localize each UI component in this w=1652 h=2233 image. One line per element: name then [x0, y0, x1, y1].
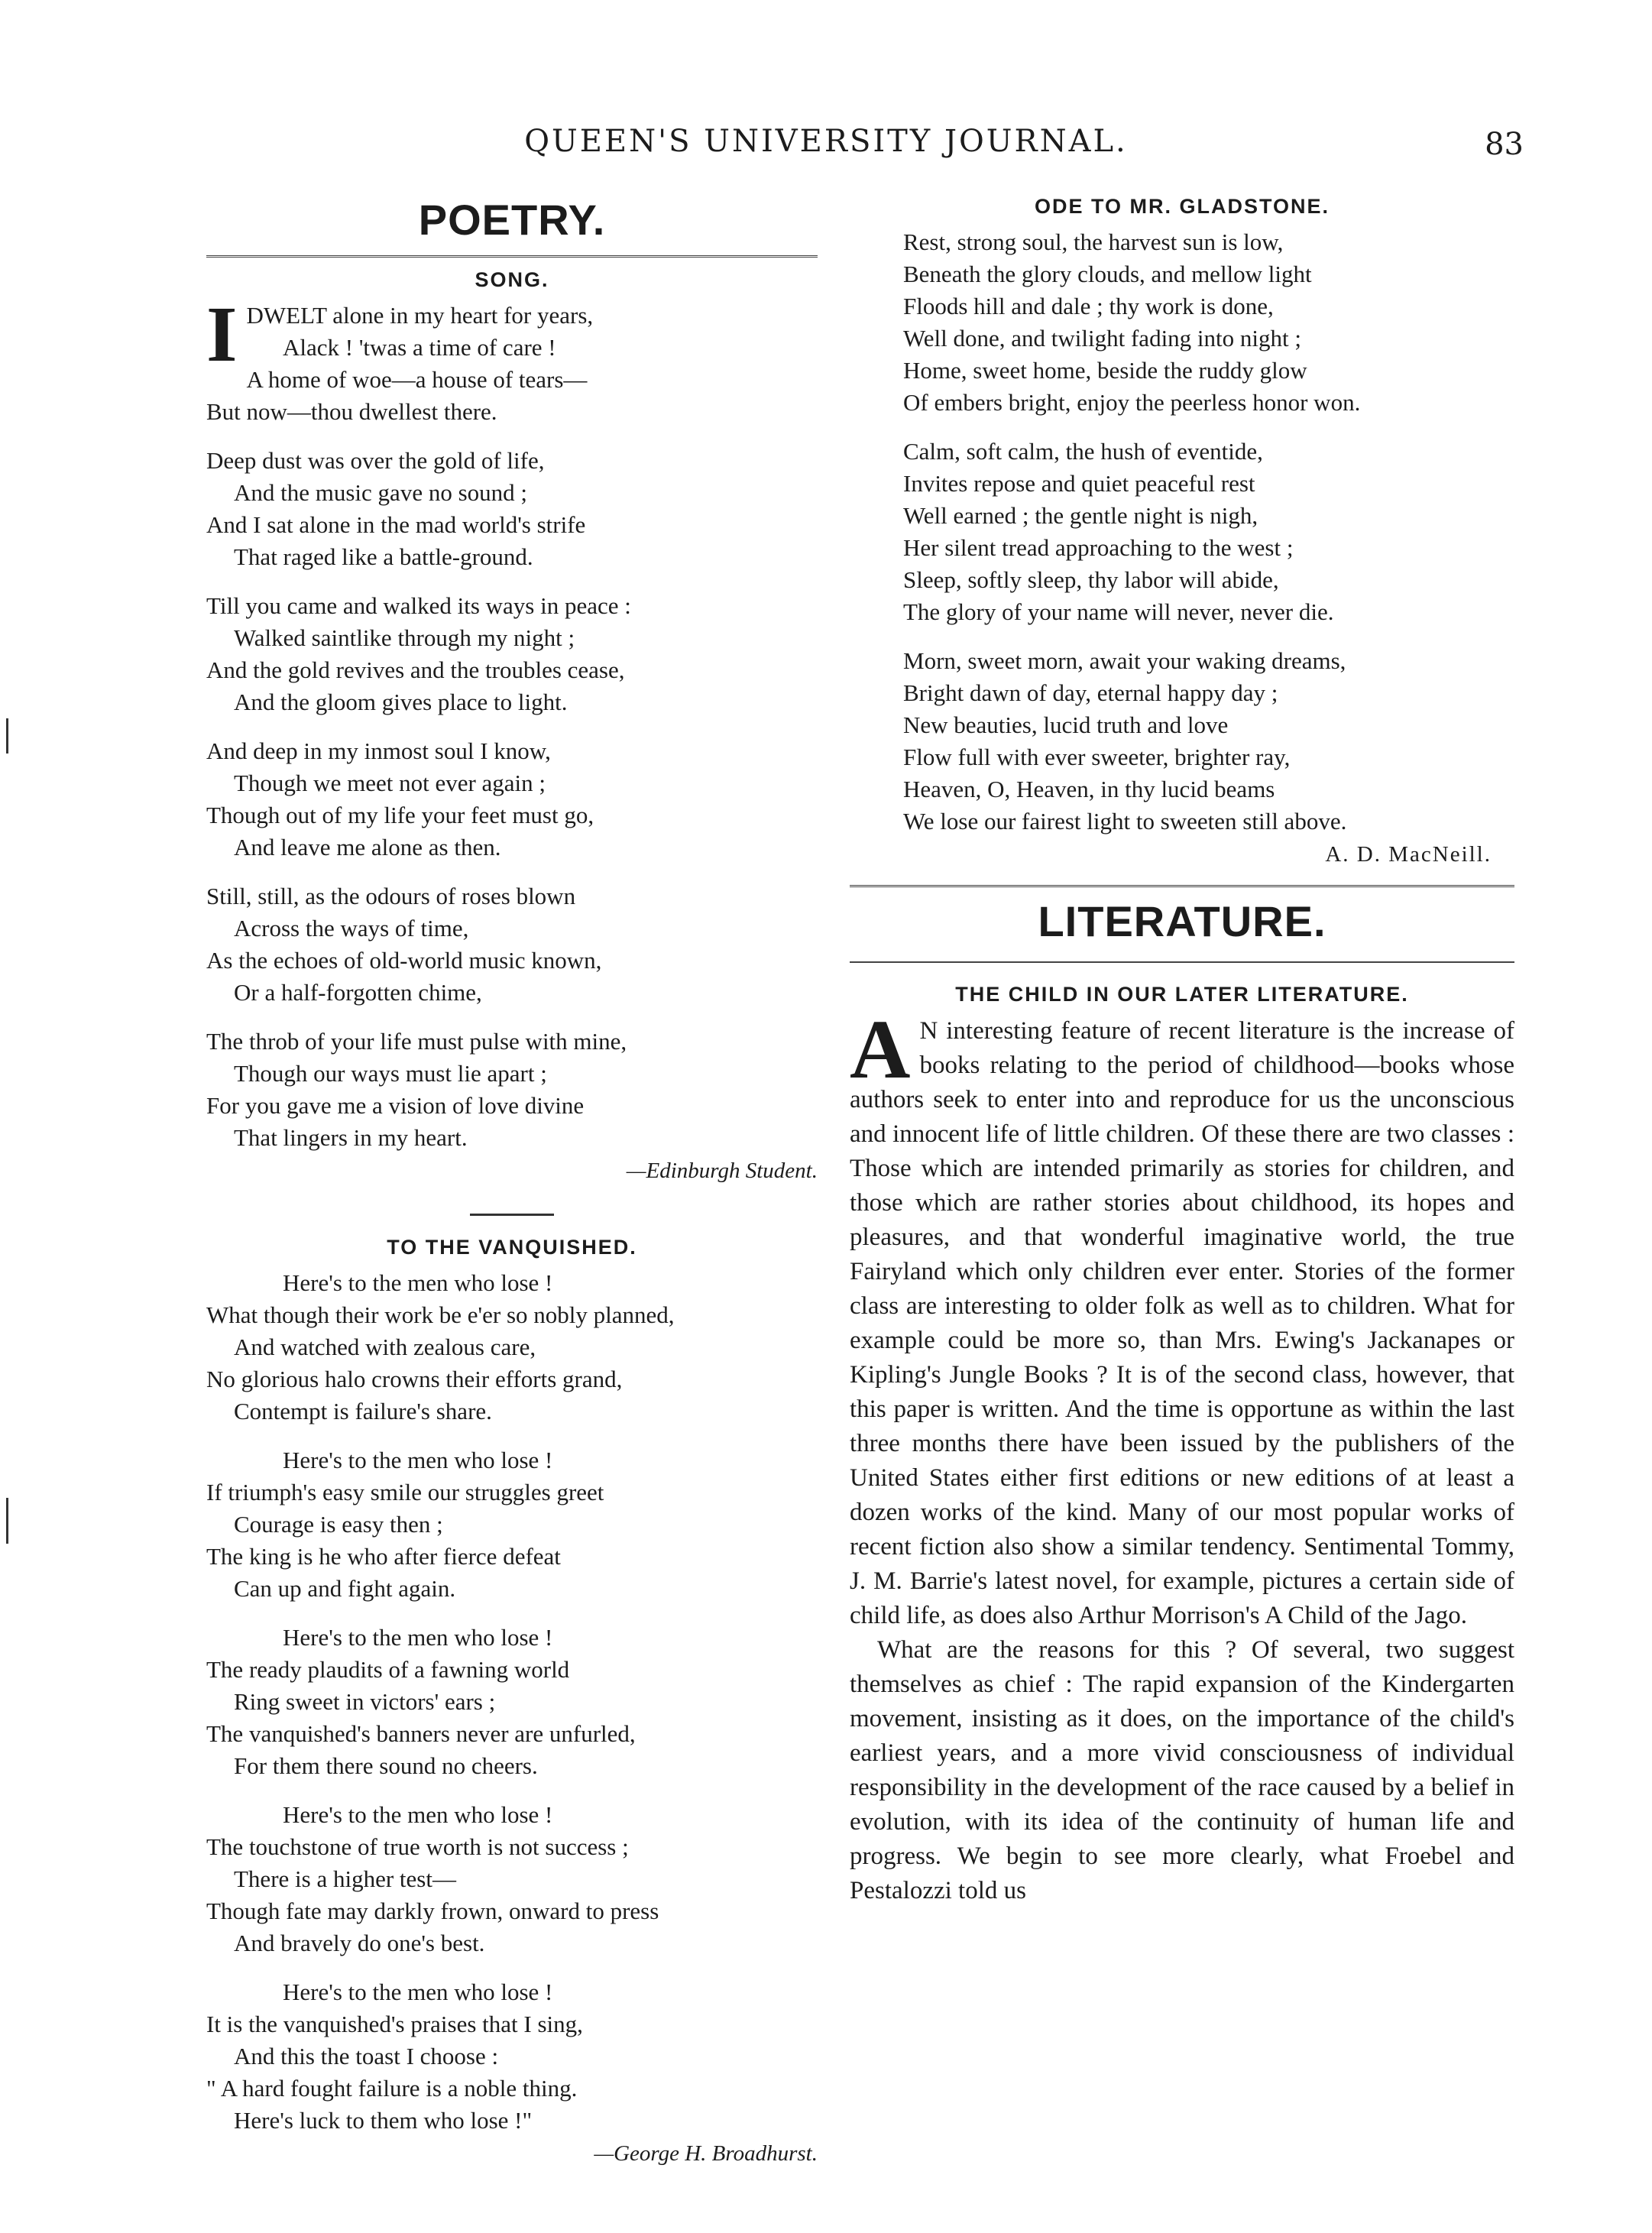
poem-line: Invites repose and quiet peaceful rest — [903, 470, 1255, 497]
section-divider — [206, 255, 818, 258]
poem-song — [206, 290, 818, 1186]
poem-line: And this the toast I choose : — [234, 2043, 499, 2069]
poem-line: And leave me alone as then. — [234, 834, 501, 860]
poem-line: That raged like a battle-ground. — [234, 543, 533, 570]
poem-line: And bravely do one's best. — [234, 1930, 485, 1956]
poem-line: As the echoes of old-world music known, — [206, 947, 602, 974]
poem-line: Morn, sweet morn, await your waking dreams, — [903, 647, 1346, 674]
poem-line: If triumph's easy smile our struggles greet — [206, 1479, 604, 1505]
poem-line: Here's to the men who lose ! — [283, 1979, 553, 2005]
stanza — [206, 1444, 818, 1605]
article-title: THE CHILD IN OUR LATER LITERATURE. — [955, 983, 1409, 1006]
stanza — [206, 445, 818, 573]
section-divider — [850, 961, 1514, 963]
poem-line: And the gold revives and the troubles cease, — [206, 656, 625, 683]
poem-line: Walked saintlike through my night ; — [234, 624, 575, 651]
poem-line: Flow full with ever sweeter, brighter ray, — [903, 744, 1291, 770]
poem-line: But now—thou dwellest there. — [206, 398, 497, 425]
stanza — [206, 735, 818, 864]
poetry-section-title: POETRY. — [418, 196, 606, 244]
poem-line: And deep in my inmost soul I know, — [206, 737, 551, 764]
right-column — [850, 195, 1514, 1908]
poem-line: Here's luck to them who lose !" — [234, 2107, 533, 2134]
poem-line: Calm, soft calm, the hush of eventide, — [903, 438, 1263, 465]
poem-line: The touchstone of true worth is not success ; — [206, 1833, 629, 1860]
poem-line: Rest, strong soul, the harvest sun is low, — [903, 228, 1284, 255]
stanza — [903, 645, 1514, 838]
poem-line: And I sat alone in the mad world's strife — [206, 511, 586, 538]
poem-line: New beauties, lucid truth and love — [903, 711, 1229, 738]
poem-divider — [470, 1214, 554, 1216]
poem-vanquished — [206, 1267, 818, 2169]
poem-gladstone — [850, 226, 1514, 870]
stanza — [206, 1267, 818, 1428]
page-number: 83 — [1485, 127, 1524, 162]
poem-line: Sleep, softly sleep, thy labor will abide, — [903, 566, 1279, 593]
literature-section-title: LITERATURE. — [1038, 897, 1326, 945]
poem-line: " A hard fought failure is a noble thing. — [206, 2075, 578, 2102]
poem-line: Her silent tread approaching to the west ; — [903, 534, 1294, 561]
stanza — [206, 290, 818, 428]
stanza — [206, 1026, 818, 1154]
poem-title-gladstone: ODE TO MR. GLADSTONE. — [1034, 195, 1330, 218]
poem-attribution: —George H. Broadhurst. — [594, 2141, 818, 2166]
poem-title-vanquished: TO THE VANQUISHED. — [387, 1236, 637, 1259]
section-divider — [850, 885, 1514, 887]
stanza — [903, 226, 1514, 419]
poem-line: Till you came and walked its ways in peace : — [206, 592, 631, 619]
poem-line: For them there sound no cheers. — [234, 1752, 538, 1779]
poem-line: DWELT alone in my heart for years, — [246, 302, 594, 329]
paragraph — [850, 1003, 1514, 1633]
poem-line: Contempt is failure's share. — [234, 1398, 492, 1424]
running-head: QUEEN'S UNIVERSITY JOURNAL. — [524, 124, 1128, 159]
poem-line: We lose our fairest light to sweeten still above. — [903, 808, 1347, 835]
poem-line: No glorious halo crowns their efforts grand, — [206, 1366, 623, 1392]
poem-line: Across the ways of time, — [234, 915, 469, 941]
poem-line: Can up and fight again. — [234, 1575, 456, 1602]
poem-line: The throb of your life must pulse with mine, — [206, 1028, 627, 1055]
left-column — [206, 195, 818, 2169]
poem-line: There is a higher test— — [234, 1865, 456, 1892]
poem-line: Though our ways must lie apart ; — [234, 1060, 547, 1087]
poem-line: And the gloom gives place to light. — [234, 689, 568, 715]
stanza — [206, 1799, 818, 1959]
poem-line: And watched with zealous care, — [234, 1334, 536, 1360]
poem-line: That lingers in my heart. — [234, 1124, 468, 1151]
poem-line: The vanquished's banners never are unfurled, — [206, 1720, 636, 1747]
poem-title-song: SONG. — [475, 268, 549, 291]
poem-line: The ready plaudits of a fawning world — [206, 1656, 570, 1683]
stanza — [206, 1622, 818, 1782]
poem-line: Here's to the men who lose ! — [283, 1801, 553, 1828]
poem-line: Heaven, O, Heaven, in thy lucid beams — [903, 776, 1275, 802]
article-body — [850, 1003, 1514, 1908]
poem-line: What though their work be e'er so nobly planned, — [206, 1301, 675, 1328]
poem-line: Beneath the glory clouds, and mellow light — [903, 261, 1312, 287]
poem-line: Though we meet not ever again ; — [234, 770, 546, 796]
poem-line: And the music gave no sound ; — [234, 479, 528, 506]
stanza — [206, 880, 818, 1009]
poem-line: Though out of my life your feet must go, — [206, 802, 594, 828]
poem-line: Here's to the men who lose ! — [283, 1269, 553, 1296]
scan-mark — [6, 718, 8, 754]
poem-line: Alack ! 'twas a time of care ! — [283, 334, 556, 361]
drop-cap: A — [850, 1003, 911, 1096]
poem-attribution: A. D. MacNeill. — [1325, 842, 1492, 867]
poem-line: Well earned ; the gentle night is nigh, — [903, 502, 1258, 529]
stanza — [206, 590, 818, 718]
poem-line: A home of woe—a house of tears— — [246, 366, 588, 393]
poem-line: Floods hill and dale ; thy work is done, — [903, 293, 1274, 319]
stanza — [903, 436, 1514, 628]
poem-line: Of embers bright, enjoy the peerless honor won. — [903, 389, 1361, 416]
poem-line: Home, sweet home, beside the ruddy glow — [903, 357, 1307, 384]
paragraph-text: N interesting feature of recent literature is the increase of books relating to the period of childhood—books whose authors seek to enter into and reproduce for us the unconscious and innocent life of little children. Of these there are two classes : Those which are intended primarily as stories for children, and those which are rather stories about childhood, its hopes and pleasures, and that wonderful imaginative world, the true Fairyland which only children ever enter. Stories of the former class are interesting to older folk as well as to children. What for example could be more so, than Mrs. Ewing's Jackanapes or Kipling's Jungle Books ? It is of the second class, however, that this paper is written. And the time is opportune as within the last three months there have been issued by the publishers of the United States either first editions or new editions of at least a dozen works of the kind. Many of our most popular works of recent fiction also show a similar tendency. Sentimental Tommy, J. M. Barrie's latest novel, for example, pictures a certain side of child life, as does also Arthur Morrison's A Child of the Jago. — [850, 1017, 1514, 1629]
stanza — [206, 1976, 818, 2137]
poem-line: Bright dawn of day, eternal happy day ; — [903, 679, 1278, 706]
poem-line: Ring sweet in victors' ears ; — [234, 1688, 496, 1715]
poem-line: Here's to the men who lose ! — [283, 1447, 553, 1473]
poem-line: Still, still, as the odours of roses blown — [206, 883, 576, 909]
poem-line: Well done, and twilight fading into night ; — [903, 325, 1301, 352]
poem-line: Deep dust was over the gold of life, — [206, 447, 545, 474]
poem-line: For you gave me a vision of love divine — [206, 1092, 585, 1119]
scan-mark — [6, 1498, 8, 1544]
paragraph: What are the reasons for this ? Of several, two suggest themselves as chief : The rapid expansion of the Kindergarten movement, insisting as it does, on the importance of the child's earliest years, and a more vivid consciousness of individual responsibility in the development of the race caused by a belief in evolution, with its idea of the continuity of human life and progress. We begin to see more clearly, what Froebel and Pestalozzi told us — [850, 1636, 1514, 1904]
poem-line: The glory of your name will never, never die. — [903, 598, 1334, 625]
poem-line: Here's to the men who lose ! — [283, 1624, 553, 1651]
poem-attribution: —Edinburgh Student. — [626, 1159, 818, 1183]
drop-cap: I — [206, 290, 238, 378]
poem-line: The king is he who after fierce defeat — [206, 1543, 561, 1570]
poem-line: Or a half-forgotten chime, — [234, 979, 482, 1006]
poem-line: Courage is easy then ; — [234, 1511, 443, 1538]
poem-line: It is the vanquished's praises that I sing, — [206, 2011, 583, 2037]
poem-line: Though fate may darkly frown, onward to press — [206, 1898, 659, 1924]
